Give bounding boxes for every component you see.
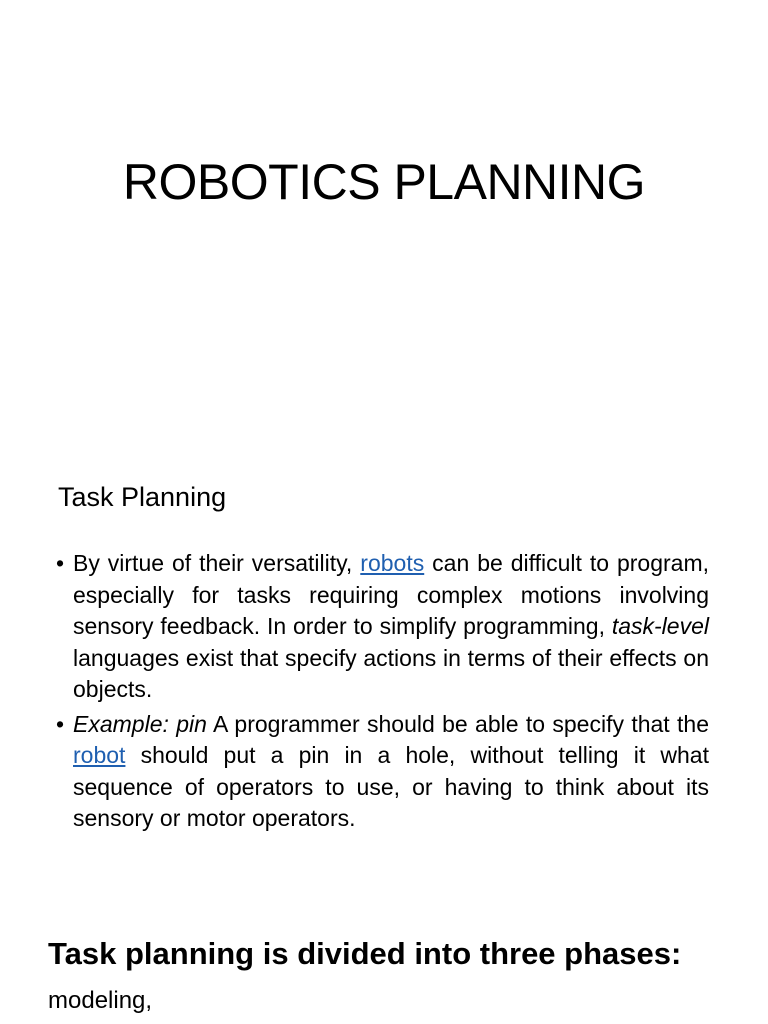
phase-item-modeling: modeling,: [48, 987, 153, 1014]
bullet-marker: •: [56, 550, 65, 576]
robots-link[interactable]: robots: [360, 550, 425, 576]
bullet-item-versatility: [56, 548, 709, 706]
bullet-text: languages exist that specify actions in terms of their effects on objects.: [73, 644, 709, 702]
page-title: ROBOTICS PLANNING: [122, 154, 646, 210]
bullet-text: can be difficult to program, especially for tasks requiring complex motions involving sensory feedback. In order to simplify programming,: [73, 550, 709, 639]
bullet-item-example: [56, 709, 709, 835]
bullet-marker: •: [56, 710, 65, 737]
robot-link[interactable]: robot: [73, 742, 126, 768]
bullet-italic-text: Example: pin: [73, 710, 207, 737]
bullet-text: By virtue of their versatility,: [73, 550, 361, 576]
bullet-text: A programmer should be able to specify that the: [206, 710, 709, 737]
phases-heading: Task planning is divided into three phases:: [48, 936, 682, 971]
bullet-italic-text: task-level: [611, 613, 709, 639]
section-heading: Task Planning: [58, 482, 227, 512]
bullet-text: should put a pin in a hole, without telling it what sequence of operators to use, or having to think about its sensory or motor operators.: [73, 742, 709, 831]
bullet-list: [56, 548, 709, 838]
